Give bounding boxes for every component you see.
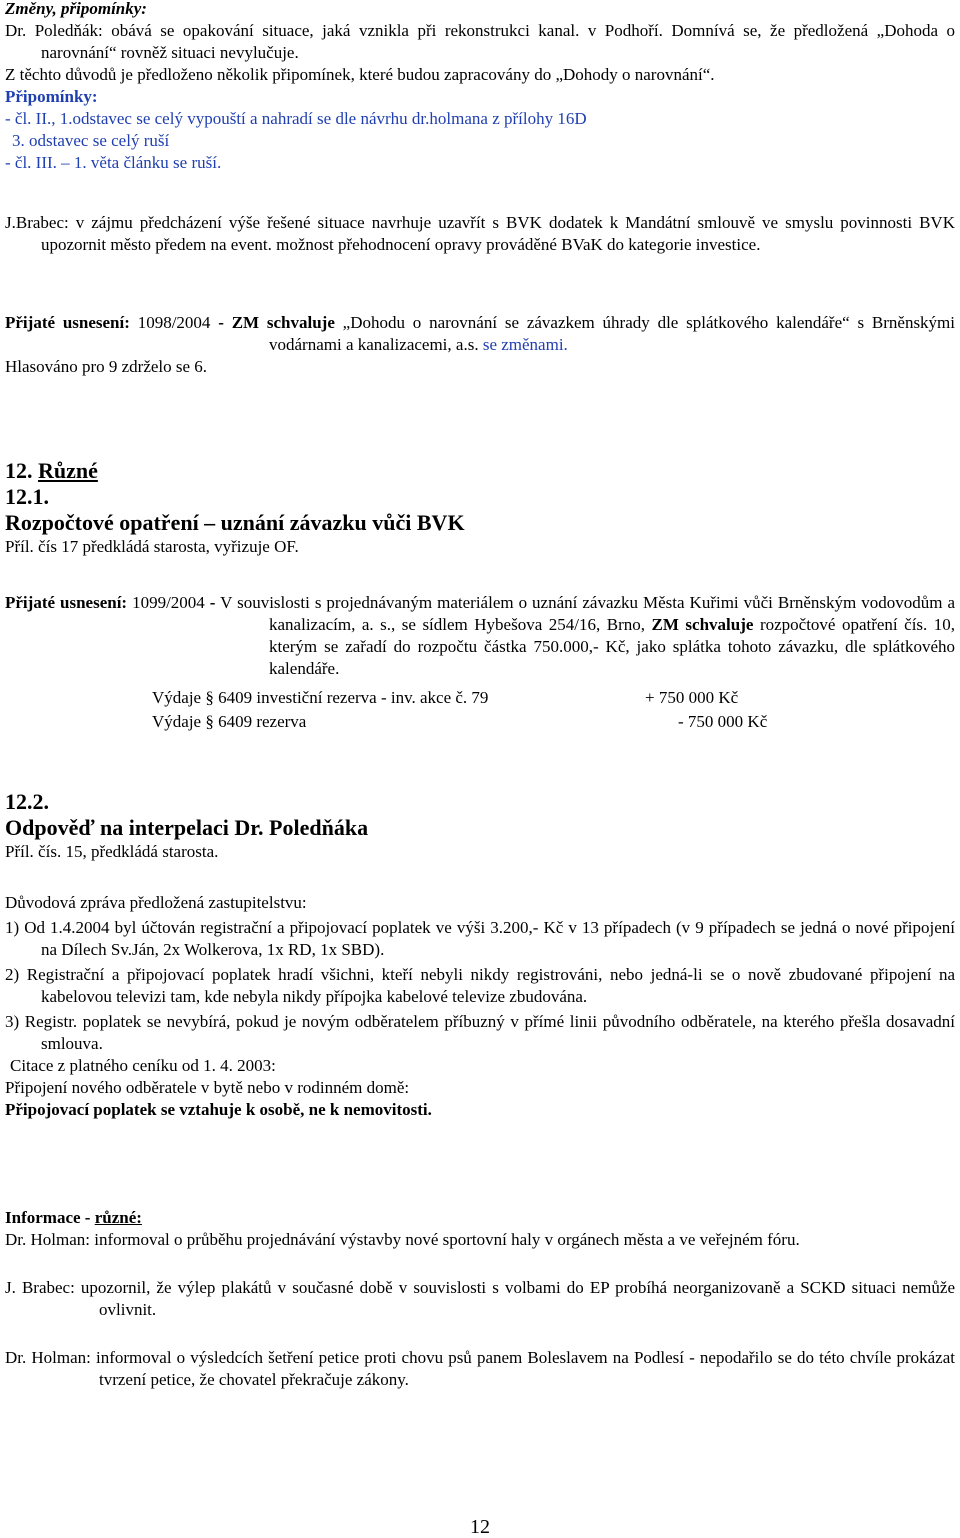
remark-item-2: 3. odstavec se celý ruší: [12, 131, 170, 150]
brabec-text: J.Brabec: v zájmu předcházení výše řešené situace navrhuje uzavřít s BVK dodatek k Mandátní smlouvě ve smyslu povinnosti BVK upozornit město předem na event. možnost přehodnocení opravy prováděné BVaK do kategorie investice.: [5, 213, 955, 254]
fee-note: Připojovací poplatek se vztahuje k osobě, ne k nemovitosti.: [5, 1100, 432, 1119]
remark-item-1-text: - čl. II., 1.odstavec se celý vypouští a nahradí se dle návrhu dr.: [5, 109, 430, 128]
item-12-2-title: Odpověď na interpelaci Dr. Poledňáka: [5, 815, 369, 840]
budget-row-label: Výdaje § 6409 investiční rezerva - inv. akce č. 79: [152, 688, 489, 707]
changes-heading: Změny, připomínky:: [5, 0, 147, 18]
resolution-changes: se změnami.: [482, 335, 568, 354]
item-12-1-title: Rozpočtové opatření – uznání závazku vůči BVK: [5, 510, 465, 535]
resolution-dash: -: [209, 593, 216, 612]
resolution-zm: ZM: [231, 313, 260, 332]
budget-row-amount: - 750 000 Kč: [678, 712, 768, 731]
resolution-schvaluje: schvaluje: [685, 615, 754, 634]
resolution-dash: -: [218, 313, 224, 332]
budget-row: [5, 711, 955, 735]
resolution-body: „Dohodu o narovnání se závazkem úhrady dle splátkového kalendáře“ s Brněnskými vodárnami a kanalizacemi, a.s.: [269, 313, 956, 354]
changes-section: [5, 0, 955, 174]
connection-text: Připojení nového odběratele v bytě nebo v rodinném domě:: [5, 1078, 410, 1097]
resolution-number: 1099/2004: [132, 593, 205, 612]
vote-result: Hlasováno pro 9 zdrželo se 6.: [5, 357, 208, 376]
budget-row-label: Výdaje § 6409 rezerva: [152, 712, 307, 731]
section-12-number: 12.: [5, 458, 33, 483]
report-point: 1) Od 1.4.2004 byl účtován registrační a připojovací poplatek ve výši 3.200,- Kč v 13 případech (v 9 případech se jedná o nové připojení na Dílech Sv.Ján, 2x Wolkerova, 1x RD, 1x SBD).: [5, 918, 955, 959]
resolution-1099-text: [5, 592, 955, 680]
page-number: 12: [470, 1516, 490, 1538]
item-12-1-attachment: Příl. čís 17 předkládá starosta, vyřizuje OF.: [5, 537, 299, 556]
report-label: Důvodová zpráva předložená zastupitelstvu:: [5, 893, 307, 912]
remark-item-1: [5, 108, 955, 130]
brabec-proposal: [5, 212, 955, 256]
reasons-text: Z těchto důvodů je předloženo několik připomínek, které budou zapracovány do „Dohody o narovnání“.: [5, 65, 715, 84]
info-entry: Dr. Holman: informoval o průběhu projednávání výstavby nové sportovní haly v orgánech města a ve veřejném fóru.: [5, 1230, 800, 1249]
remark-item-1-holman: holmana z přílohy 16D: [429, 109, 587, 128]
section-12-heading: [5, 458, 955, 484]
resolution-1098: [5, 312, 955, 378]
info-heading: [5, 1207, 955, 1229]
resolution-label: Přijaté usnesení:: [5, 313, 130, 332]
resolution-1098-text: [5, 312, 955, 356]
information-section: [5, 1207, 955, 1391]
budget-table: [5, 687, 955, 735]
budget-row: [5, 687, 955, 711]
resolution-body-a: V souvislosti s projednávaným materiálem o uznání závazku Města Kuřimi vůči Brněnským vodovodům a kanalizacím, a. s., se sídlem Hybešova 254/16, Brno,: [220, 593, 955, 634]
remarks-label: Připomínky:: [5, 87, 98, 106]
polednak-intro: Dr. Poledňák: obává se opakování situace, jaká vznikla při rekonstrukci kanal. v Podhoří. Domnívá se, že předložená „Dohoda o narovnání“ rovněž situaci nevylučuje.: [5, 21, 955, 62]
report-point: 2) Registrační a připojovací poplatek hradí všichni, kteří nebyli nikdy registrováni, nebo jedná-li se o nově zbudované připojení na kabelovou televizi tam, kde nebyla nikdy přípojka kabelové televize zbudována.: [5, 965, 955, 1006]
section-12: [5, 458, 955, 558]
info-label-a: Informace -: [5, 1208, 95, 1227]
resolution-body-b: rozpočtové opatření čís. 10, kterým se zařadí do rozpočtu částka 750.000,- Kč, jako splátka tohoto závazku, dle splátkového kalendáře.: [269, 615, 956, 678]
budget-row-amount: + 750 000 Kč: [645, 688, 739, 707]
resolution-number: 1098/2004: [137, 313, 211, 332]
section-12-title: Různé: [38, 458, 98, 483]
item-12-2-number: 12.2.: [5, 789, 49, 814]
resolution-1099: [5, 592, 955, 680]
info-label-b: různé:: [94, 1208, 142, 1227]
item-12-1-number: 12.1.: [5, 484, 49, 509]
explanatory-report: [5, 892, 955, 1121]
remark-item-3: - čl. III. – 1. věta článku se ruší.: [5, 153, 222, 172]
resolution-schvaluje: schvaluje: [266, 313, 335, 332]
item-12-2-attachment: Příl. čís. 15, předkládá starosta.: [5, 842, 219, 861]
info-entry: Dr. Holman: informoval o výsledcích šetření petice proti chovu psů panem Boleslavem na Podlesí - nepodařilo se do této chvíle prokázat tvrzení petice, že chovatel překračuje zákony.: [5, 1348, 955, 1389]
item-12-2: [5, 789, 955, 863]
resolution-zm: ZM: [651, 615, 679, 634]
info-entry: J. Brabec: upozornil, že výlep plakátů v současné době v souvislosti s volbami do EP probíhá neorganizovaně a SCKD situaci nemůže ovlivnit.: [5, 1278, 955, 1319]
price-list-citation: Citace z platného ceníku od 1. 4. 2003:: [10, 1056, 276, 1075]
resolution-label: Přijaté usnesení:: [5, 593, 128, 612]
report-point: 3) Registr. poplatek se nevybírá, pokud je novým odběratelem příbuzný v přímé linii původního odběratele, na kterého přešla dosavadní smlouva.: [5, 1012, 955, 1053]
